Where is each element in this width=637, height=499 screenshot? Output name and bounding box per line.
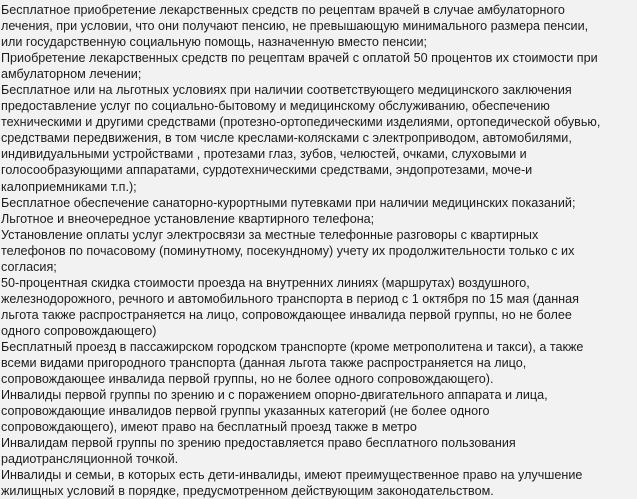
- text-line: предоставление услуг по социально-бытовому и медицинскому обслуживанию, обеспечению: [1, 99, 550, 114]
- text-line: калоприемниками т.п.);: [1, 179, 137, 194]
- text-line: телефонов по почасовому (поминутному, посекундному) учету их продолжительности только с их: [1, 243, 575, 258]
- text-line: голосообразующими аппаратами, сурдотехническими средствами, эндопротезами, моче-и: [1, 163, 533, 178]
- text-line: Установление оплаты услуг электросвязи за местные телефонные разговоры с квартирных: [1, 227, 539, 242]
- text-line: Льготное и внеочередное установление квартирного телефона;: [1, 211, 375, 226]
- text-line: Бесплатное обеспечение санаторно-курортными путевками при наличии медицинских показаний;: [1, 195, 576, 210]
- text-line: лечения, при условии, что они получают пенсию, не превышающую минимального размера пенсии,: [1, 19, 589, 34]
- text-line: льгота также распространяется на лицо, сопровождающее инвалида первой группы, но не более: [1, 307, 572, 322]
- text-line: одного сопровождающего): [1, 323, 157, 338]
- text-line: индивидуальными устройствами , протезами глаз, зубов, челюстей, очками, слуховыми и: [1, 147, 527, 162]
- text-line: или государственную социальную помощь, назначенную вместо пенсии;: [1, 35, 428, 50]
- text-line: Приобретение лекарственных средств по рецептам врачей с оплатой 50 процентов их стоимости при: [1, 51, 598, 66]
- text-line: Бесплатное приобретение лекарственных средств по рецептам врачей в случае амбулаторного: [1, 3, 565, 17]
- text-line: Инвалиды первой группы по зрению и с поражением опорно-двигательного аппарата и лица,: [1, 388, 548, 403]
- text-line: сопровождающее инвалида первой группы, но не более одного сопровождающего).: [1, 372, 494, 387]
- text-line: железнодорожного, речного и автомобильного транспорта в период с 1 октября по 15 мая (данная: [1, 291, 579, 306]
- text-line: жилищных условий в порядке, предусмотренном действующим законодательством.: [1, 484, 494, 499]
- text-line: Бесплатный проезд в пассажирском городском транспорте (кроме метрополитена и такси), а также: [1, 339, 584, 354]
- text-line: 50-процентная скидка стоимости проезда на внутренних линиях (маршрутах) воздушного,: [1, 275, 530, 290]
- text-line: средствами передвижения, в том числе креслами-колясками с электроприводом, автомобилями,: [1, 131, 572, 146]
- text-line: сопровождающего), имеют право на бесплатный проезд также в метро: [1, 420, 417, 435]
- text-line: Инвалидам первой группы по зрению предоставляется право бесплатного пользования: [1, 436, 516, 451]
- text-line: согласия;: [1, 259, 57, 274]
- document-body: [0, 2, 637, 499]
- text-line: техническими и другими средствами (протезно-ортопедическими изделиями, ортопедической обувью,: [1, 115, 601, 130]
- text-line: Инвалиды и семьи, в которых есть дети-инвалиды, имеют преимущественное право на улучшение: [1, 468, 583, 483]
- text-line: радиотрансляционной точкой.: [1, 452, 179, 467]
- text-line: сопровождающие инвалидов первой группы указанных категорий (не более одного: [1, 404, 490, 419]
- text-line: амбулаторном лечении;: [1, 67, 142, 82]
- text-line: Бесплатное или на льготных условиях при наличии соответствующего медицинского заключения: [1, 83, 572, 98]
- text-line: всеми видами пригородного транспорта (данная льгота также распространяется на лицо,: [1, 356, 527, 371]
